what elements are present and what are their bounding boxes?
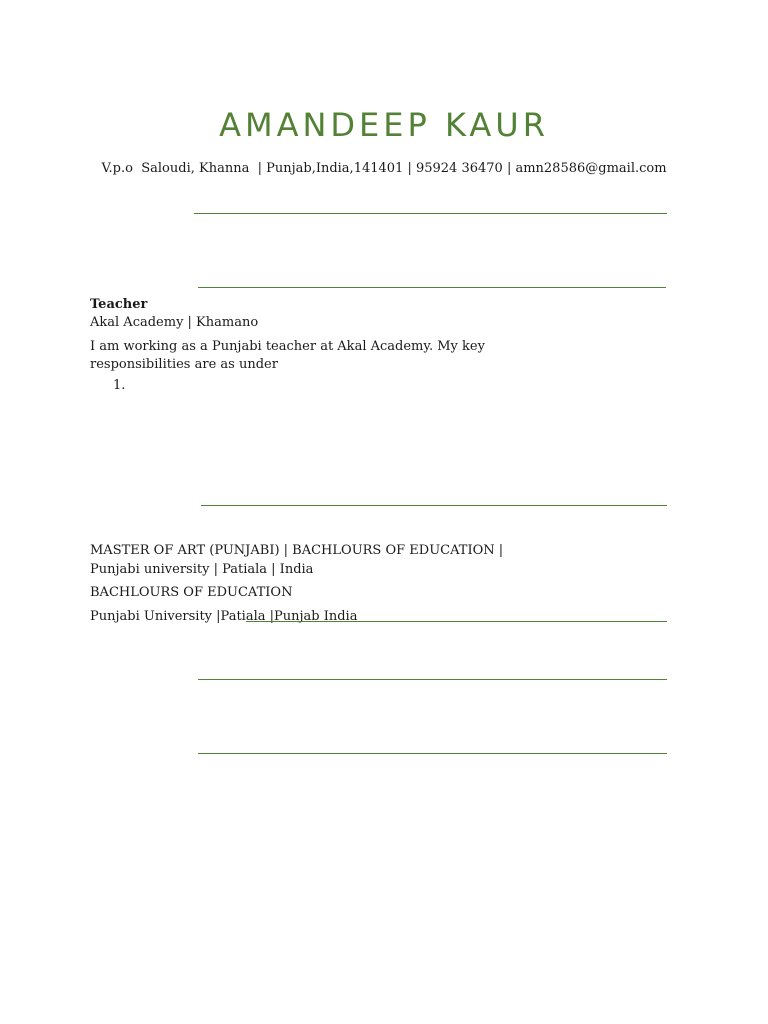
employer: Akal Academy | Khamano	[90, 315, 259, 330]
list-item-number: 1.	[113, 378, 126, 393]
section-divider	[198, 753, 667, 754]
contact-info: V.p.o Saloudi, Khanna | Punjab,India,141401 | 95924 36470 | amn28586@gmail.com	[101, 161, 667, 176]
job-description-line: responsibilities are as under	[90, 357, 278, 372]
job-description-line: I am working as a Punjabi teacher at Akal Academy. My key	[90, 339, 485, 354]
section-divider	[246, 621, 667, 622]
section-divider	[201, 505, 667, 506]
degree-school: Punjabi university | Patiala | India	[90, 562, 314, 577]
degree-line: MASTER OF ART (PUNJABI) | BACHLOURS OF EDUCATION |	[90, 543, 504, 558]
degree-school: Punjabi University |Patiala |Punjab India	[90, 609, 358, 624]
section-divider	[198, 287, 666, 288]
job-title: Teacher	[90, 297, 148, 312]
degree-title: BACHLOURS OF EDUCATION	[90, 585, 293, 600]
section-divider	[194, 213, 667, 214]
section-divider	[198, 679, 667, 680]
resume-name: AMANDEEP KAUR	[219, 106, 549, 144]
